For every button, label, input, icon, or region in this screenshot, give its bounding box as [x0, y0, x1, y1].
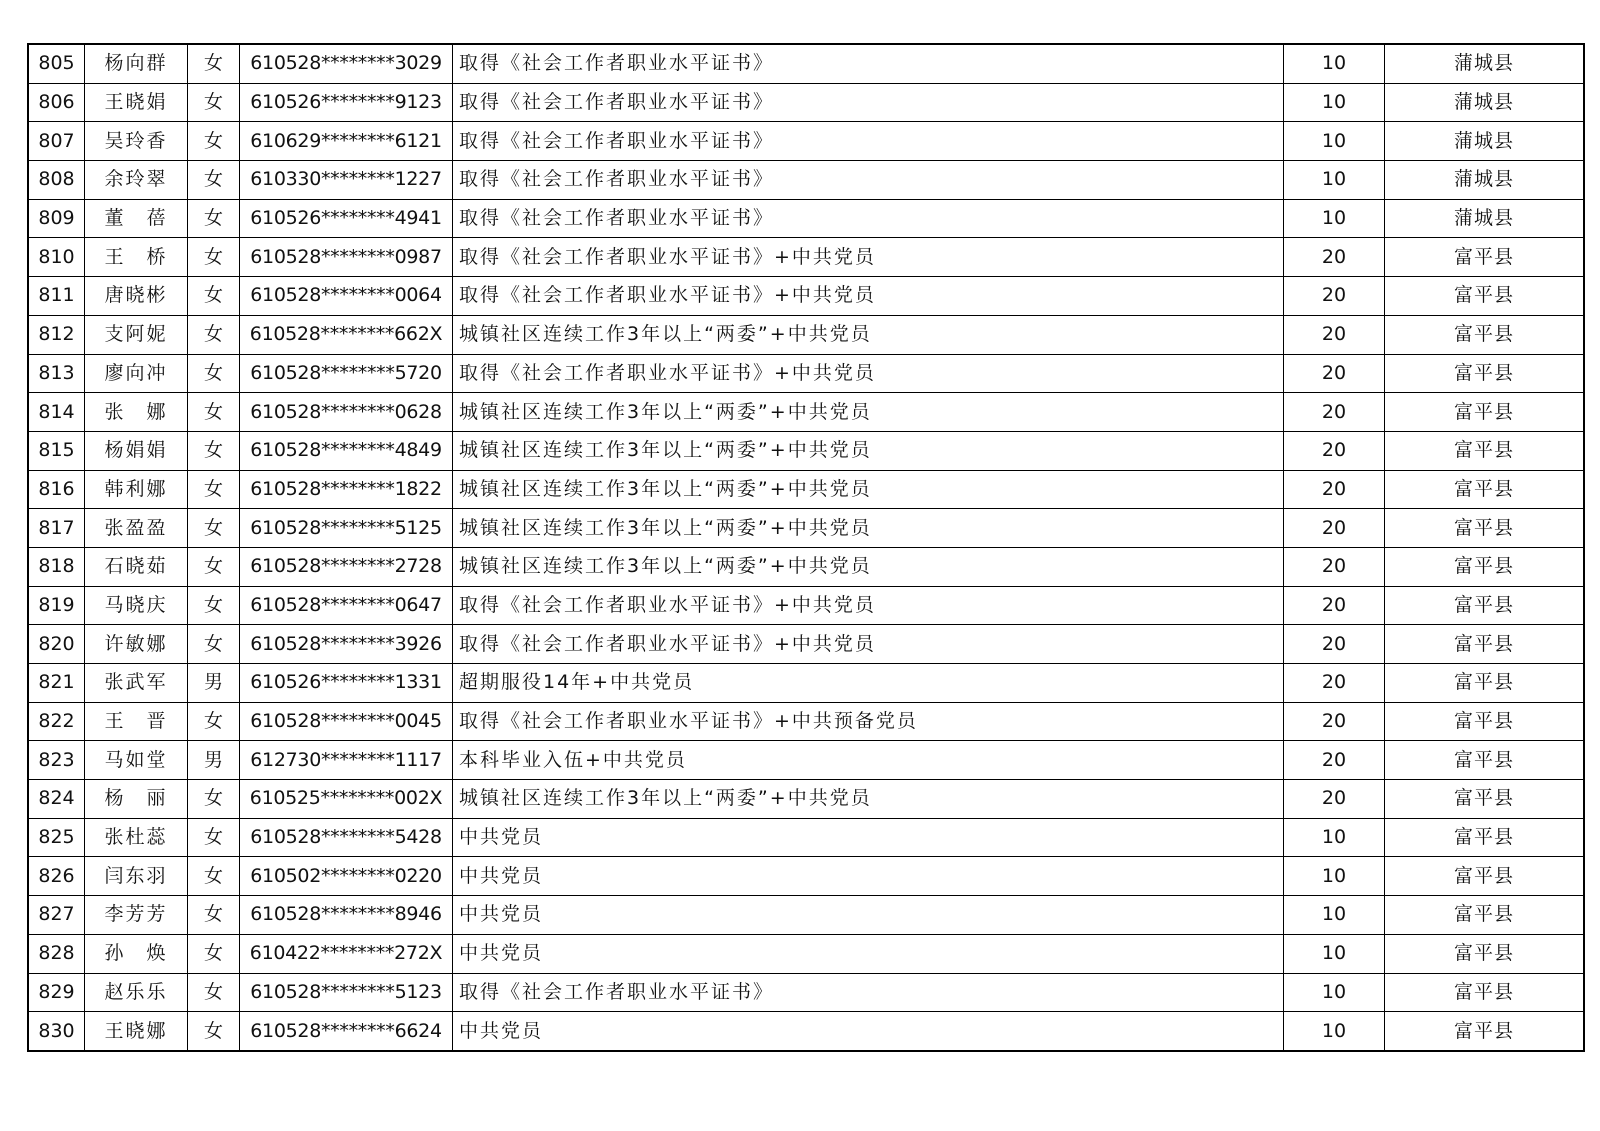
- condition-cell: 城镇社区连续工作3年以上“两委”+中共党员: [453, 393, 1284, 432]
- condition-cell: 城镇社区连续工作3年以上“两委”+中共党员: [453, 431, 1284, 470]
- county-cell: 富平县: [1385, 1012, 1585, 1051]
- id-number-cell: 610526********4941: [240, 199, 453, 238]
- id-number-cell: 610528********0628: [240, 393, 453, 432]
- row-number-cell: 809: [28, 199, 85, 238]
- county-cell: 富平县: [1385, 896, 1585, 935]
- id-number-cell: 610528********5428: [240, 818, 453, 857]
- name-cell: 吴玲香: [85, 122, 188, 161]
- score-cell: 20: [1284, 509, 1385, 548]
- name-cell: 许敏娜: [85, 625, 188, 664]
- sex-cell: 女: [188, 896, 240, 935]
- condition-cell: 中共党员: [453, 857, 1284, 896]
- name-cell: 王晓娜: [85, 1012, 188, 1051]
- id-number-cell: 610528********4849: [240, 431, 453, 470]
- score-cell: 20: [1284, 625, 1385, 664]
- row-number-cell: 815: [28, 431, 85, 470]
- condition-cell: 取得《社会工作者职业水平证书》: [453, 199, 1284, 238]
- sex-cell: 女: [188, 83, 240, 122]
- score-cell: 10: [1284, 161, 1385, 200]
- name-cell: 王晓娟: [85, 83, 188, 122]
- sex-cell: 女: [188, 277, 240, 316]
- records-table: [27, 43, 1585, 1052]
- name-cell: 张盈盈: [85, 509, 188, 548]
- table-row: [28, 199, 1584, 238]
- row-number-cell: 816: [28, 470, 85, 509]
- id-number-cell: 610528********5720: [240, 354, 453, 393]
- table-row: [28, 470, 1584, 509]
- condition-cell: 中共党员: [453, 1012, 1284, 1051]
- name-cell: 王 晋: [85, 702, 188, 741]
- table-row: [28, 857, 1584, 896]
- table-row: [28, 83, 1584, 122]
- row-number-cell: 827: [28, 896, 85, 935]
- name-cell: 张武军: [85, 664, 188, 703]
- county-cell: 蒲城县: [1385, 161, 1585, 200]
- county-cell: 富平县: [1385, 354, 1585, 393]
- county-cell: 富平县: [1385, 818, 1585, 857]
- county-cell: 富平县: [1385, 509, 1585, 548]
- name-cell: 余玲翠: [85, 161, 188, 200]
- condition-cell: 超期服役14年+中共党员: [453, 664, 1284, 703]
- sex-cell: 女: [188, 199, 240, 238]
- name-cell: 韩利娜: [85, 470, 188, 509]
- records-table-body: [28, 44, 1584, 1051]
- name-cell: 支阿妮: [85, 315, 188, 354]
- county-cell: 富平县: [1385, 741, 1585, 780]
- condition-cell: 中共党员: [453, 896, 1284, 935]
- county-cell: 蒲城县: [1385, 122, 1585, 161]
- county-cell: 富平县: [1385, 780, 1585, 819]
- row-number-cell: 824: [28, 780, 85, 819]
- sex-cell: 女: [188, 934, 240, 973]
- condition-cell: 城镇社区连续工作3年以上“两委”+中共党员: [453, 509, 1284, 548]
- score-cell: 20: [1284, 702, 1385, 741]
- county-cell: 富平县: [1385, 470, 1585, 509]
- name-cell: 董 蓓: [85, 199, 188, 238]
- condition-cell: 中共党员: [453, 934, 1284, 973]
- score-cell: 20: [1284, 431, 1385, 470]
- row-number-cell: 806: [28, 83, 85, 122]
- name-cell: 廖向冲: [85, 354, 188, 393]
- sex-cell: 男: [188, 664, 240, 703]
- county-cell: 富平县: [1385, 857, 1585, 896]
- id-number-cell: 610528********0647: [240, 586, 453, 625]
- row-number-cell: 821: [28, 664, 85, 703]
- name-cell: 石晓茹: [85, 547, 188, 586]
- table-row: [28, 354, 1584, 393]
- condition-cell: 取得《社会工作者职业水平证书》+中共党员: [453, 354, 1284, 393]
- name-cell: 杨 丽: [85, 780, 188, 819]
- condition-cell: 城镇社区连续工作3年以上“两委”+中共党员: [453, 470, 1284, 509]
- id-number-cell: 610525********002X: [240, 780, 453, 819]
- score-cell: 20: [1284, 741, 1385, 780]
- id-number-cell: 610502********0220: [240, 857, 453, 896]
- score-cell: 20: [1284, 238, 1385, 277]
- id-number-cell: 610422********272X: [240, 934, 453, 973]
- condition-cell: 取得《社会工作者职业水平证书》+中共党员: [453, 238, 1284, 277]
- sex-cell: 女: [188, 702, 240, 741]
- id-number-cell: 612730********1117: [240, 741, 453, 780]
- name-cell: 李芳芳: [85, 896, 188, 935]
- score-cell: 10: [1284, 44, 1385, 83]
- name-cell: 杨向群: [85, 44, 188, 83]
- row-number-cell: 822: [28, 702, 85, 741]
- row-number-cell: 808: [28, 161, 85, 200]
- sex-cell: 女: [188, 431, 240, 470]
- row-number-cell: 810: [28, 238, 85, 277]
- county-cell: 富平县: [1385, 664, 1585, 703]
- score-cell: 20: [1284, 354, 1385, 393]
- id-number-cell: 610526********1331: [240, 664, 453, 703]
- table-row: [28, 973, 1584, 1012]
- row-number-cell: 828: [28, 934, 85, 973]
- county-cell: 富平县: [1385, 315, 1585, 354]
- score-cell: 10: [1284, 857, 1385, 896]
- id-number-cell: 610528********1822: [240, 470, 453, 509]
- sex-cell: 女: [188, 44, 240, 83]
- table-row: [28, 277, 1584, 316]
- condition-cell: 取得《社会工作者职业水平证书》+中共党员: [453, 586, 1284, 625]
- table-row: [28, 702, 1584, 741]
- sex-cell: 女: [188, 470, 240, 509]
- sex-cell: 女: [188, 780, 240, 819]
- table-row: [28, 315, 1584, 354]
- id-number-cell: 610528********8946: [240, 896, 453, 935]
- county-cell: 蒲城县: [1385, 83, 1585, 122]
- id-number-cell: 610528********0987: [240, 238, 453, 277]
- table-row: [28, 934, 1584, 973]
- condition-cell: 取得《社会工作者职业水平证书》: [453, 83, 1284, 122]
- condition-cell: 取得《社会工作者职业水平证书》: [453, 161, 1284, 200]
- sex-cell: 女: [188, 625, 240, 664]
- row-number-cell: 818: [28, 547, 85, 586]
- id-number-cell: 610528********0064: [240, 277, 453, 316]
- sex-cell: 男: [188, 741, 240, 780]
- score-cell: 10: [1284, 818, 1385, 857]
- table-row: [28, 780, 1584, 819]
- table-row: [28, 122, 1584, 161]
- score-cell: 20: [1284, 547, 1385, 586]
- table-row: [28, 44, 1584, 83]
- county-cell: 富平县: [1385, 973, 1585, 1012]
- county-cell: 蒲城县: [1385, 199, 1585, 238]
- condition-cell: 城镇社区连续工作3年以上“两委”+中共党员: [453, 547, 1284, 586]
- id-number-cell: 610528********2728: [240, 547, 453, 586]
- table-row: [28, 818, 1584, 857]
- table-row: [28, 741, 1584, 780]
- county-cell: 富平县: [1385, 586, 1585, 625]
- score-cell: 20: [1284, 780, 1385, 819]
- sex-cell: 女: [188, 161, 240, 200]
- sex-cell: 女: [188, 509, 240, 548]
- id-number-cell: 610528********5123: [240, 973, 453, 1012]
- table-row: [28, 161, 1584, 200]
- score-cell: 20: [1284, 586, 1385, 625]
- row-number-cell: 830: [28, 1012, 85, 1051]
- sex-cell: 女: [188, 818, 240, 857]
- table-row: [28, 547, 1584, 586]
- sex-cell: 女: [188, 393, 240, 432]
- id-number-cell: 610526********9123: [240, 83, 453, 122]
- row-number-cell: 823: [28, 741, 85, 780]
- county-cell: 富平县: [1385, 702, 1585, 741]
- row-number-cell: 826: [28, 857, 85, 896]
- condition-cell: 中共党员: [453, 818, 1284, 857]
- score-cell: 10: [1284, 83, 1385, 122]
- score-cell: 10: [1284, 934, 1385, 973]
- score-cell: 20: [1284, 470, 1385, 509]
- sex-cell: 女: [188, 315, 240, 354]
- name-cell: 闫东羽: [85, 857, 188, 896]
- sex-cell: 女: [188, 586, 240, 625]
- county-cell: 富平县: [1385, 277, 1585, 316]
- row-number-cell: 825: [28, 818, 85, 857]
- id-number-cell: 610528********662X: [240, 315, 453, 354]
- row-number-cell: 807: [28, 122, 85, 161]
- condition-cell: 取得《社会工作者职业水平证书》: [453, 973, 1284, 1012]
- condition-cell: 取得《社会工作者职业水平证书》+中共预备党员: [453, 702, 1284, 741]
- condition-cell: 城镇社区连续工作3年以上“两委”+中共党员: [453, 780, 1284, 819]
- condition-cell: 取得《社会工作者职业水平证书》: [453, 122, 1284, 161]
- sex-cell: 女: [188, 238, 240, 277]
- score-cell: 10: [1284, 1012, 1385, 1051]
- name-cell: 张 娜: [85, 393, 188, 432]
- name-cell: 赵乐乐: [85, 973, 188, 1012]
- id-number-cell: 610528********3926: [240, 625, 453, 664]
- condition-cell: 取得《社会工作者职业水平证书》: [453, 44, 1284, 83]
- row-number-cell: 814: [28, 393, 85, 432]
- table-row: [28, 896, 1584, 935]
- table-row: [28, 664, 1584, 703]
- score-cell: 20: [1284, 664, 1385, 703]
- id-number-cell: 610528********3029: [240, 44, 453, 83]
- row-number-cell: 812: [28, 315, 85, 354]
- id-number-cell: 610528********5125: [240, 509, 453, 548]
- row-number-cell: 813: [28, 354, 85, 393]
- id-number-cell: 610528********6624: [240, 1012, 453, 1051]
- name-cell: 杨娟娟: [85, 431, 188, 470]
- score-cell: 20: [1284, 315, 1385, 354]
- score-cell: 10: [1284, 122, 1385, 161]
- table-row: [28, 1012, 1584, 1051]
- table-row: [28, 509, 1584, 548]
- county-cell: 富平县: [1385, 934, 1585, 973]
- county-cell: 富平县: [1385, 625, 1585, 664]
- condition-cell: 本科毕业入伍+中共党员: [453, 741, 1284, 780]
- sex-cell: 女: [188, 354, 240, 393]
- county-cell: 富平县: [1385, 547, 1585, 586]
- sex-cell: 女: [188, 122, 240, 161]
- row-number-cell: 820: [28, 625, 85, 664]
- score-cell: 20: [1284, 277, 1385, 316]
- id-number-cell: 610629********6121: [240, 122, 453, 161]
- id-number-cell: 610528********0045: [240, 702, 453, 741]
- row-number-cell: 811: [28, 277, 85, 316]
- id-number-cell: 610330********1227: [240, 161, 453, 200]
- county-cell: 富平县: [1385, 238, 1585, 277]
- row-number-cell: 819: [28, 586, 85, 625]
- table-row: [28, 431, 1584, 470]
- name-cell: 马晓庆: [85, 586, 188, 625]
- name-cell: 王 桥: [85, 238, 188, 277]
- name-cell: 孙 焕: [85, 934, 188, 973]
- score-cell: 10: [1284, 896, 1385, 935]
- condition-cell: 取得《社会工作者职业水平证书》+中共党员: [453, 277, 1284, 316]
- table-row: [28, 393, 1584, 432]
- score-cell: 10: [1284, 199, 1385, 238]
- table-row: [28, 625, 1584, 664]
- score-cell: 20: [1284, 393, 1385, 432]
- row-number-cell: 829: [28, 973, 85, 1012]
- name-cell: 张杜蕊: [85, 818, 188, 857]
- row-number-cell: 817: [28, 509, 85, 548]
- score-cell: 10: [1284, 973, 1385, 1012]
- condition-cell: 城镇社区连续工作3年以上“两委”+中共党员: [453, 315, 1284, 354]
- table-row: [28, 238, 1584, 277]
- county-cell: 富平县: [1385, 393, 1585, 432]
- sex-cell: 女: [188, 547, 240, 586]
- county-cell: 蒲城县: [1385, 44, 1585, 83]
- name-cell: 唐晓彬: [85, 277, 188, 316]
- sex-cell: 女: [188, 857, 240, 896]
- row-number-cell: 805: [28, 44, 85, 83]
- name-cell: 马如堂: [85, 741, 188, 780]
- sex-cell: 女: [188, 973, 240, 1012]
- sex-cell: 女: [188, 1012, 240, 1051]
- condition-cell: 取得《社会工作者职业水平证书》+中共党员: [453, 625, 1284, 664]
- county-cell: 富平县: [1385, 431, 1585, 470]
- table-row: [28, 586, 1584, 625]
